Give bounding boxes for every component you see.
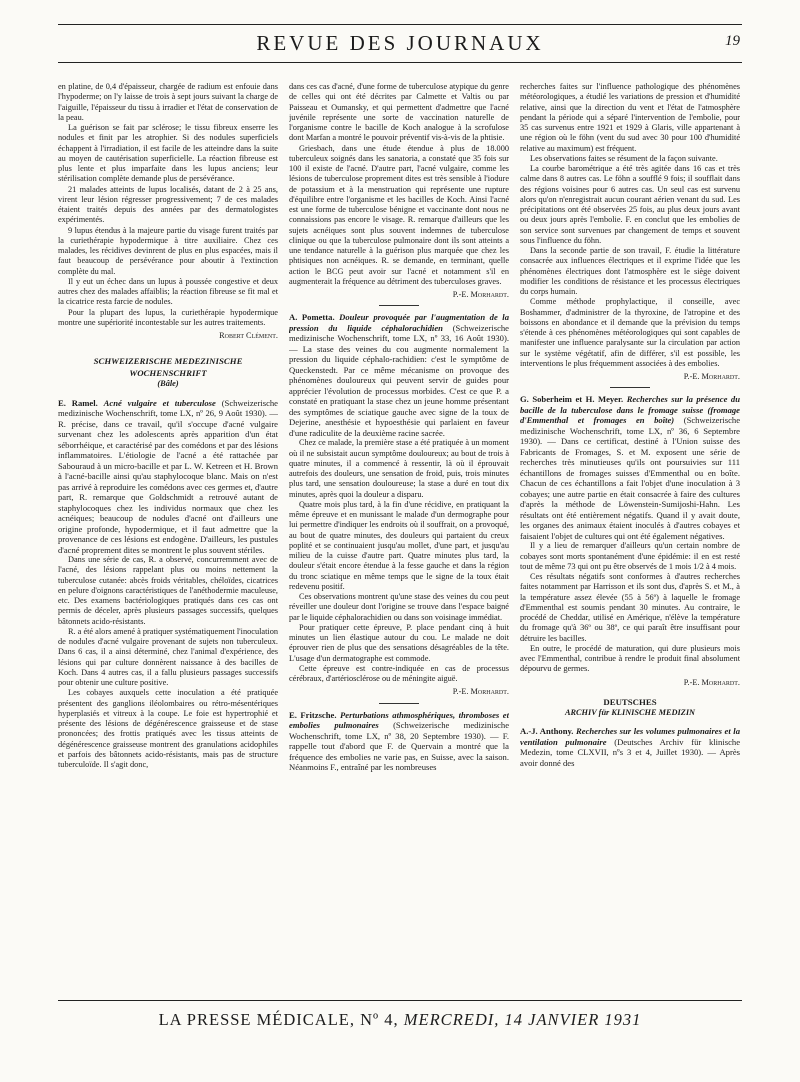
article-reference: (Deutsches Archiv für klinische Medezin, tome CLXVII, nºs 3 et 4, Juillet 1930). — Après avoir donné des	[520, 736, 740, 768]
article-author: A.-J. Anthony.	[520, 726, 574, 736]
paragraph: Quatre mois plus tard, à la fin d'une récidive, en pratiquant la même épreuve et en munissant le malade d'un dermographe pour lui permettre d'indiquer les endroits où il souffrait, on a provoqué, au bout de quatre minutes, des douleurs qui partaient du creux poplité et se continuaient jusqu'au mollet, d'une part, et jusqu'au milieu de la cuisse d'autre part. Quatre minutes plus tard, la douleur s'était encore étendue à la fesse gauche et dans la région du tronc sciatique en même temps que le signe de la toux était redevenu positif.	[289, 499, 509, 591]
paragraph: en platine, de 0,4 d'épaisseur, chargée de radium est enfouie dans l'hypoderme; on l'y laisse de trois à sept jours suivant la charge de l'aiguille, l'épaisseur du tissu à irradier et l'état de conservation de la peau.	[58, 82, 278, 122]
column-3	[520, 82, 740, 987]
article-author: A. Pometta.	[289, 312, 335, 323]
signature: P.-E. Morhardt.	[683, 677, 740, 687]
paragraph: La guérison se fait par sclérose; le tissu fibreux enserre les nodules et finit par les atrophier. Si des nodules superficiels échappent à l'irradiation, il est facile de les atteindre dans la suite au moyen de cautérisation superficielle. La réaction fibreuse est plus lente et plus imparfaite dans les lupus anciens; leur stérilisation complète demande plus de persévérance.	[58, 123, 278, 184]
article-separator	[379, 305, 419, 306]
column-1	[58, 82, 278, 987]
journal-heading: DEUTSCHES	[603, 696, 657, 707]
article-lead	[520, 394, 740, 541]
article-separator	[610, 387, 650, 388]
article-lead	[289, 710, 509, 773]
footer-date: MERCREDI, 14 JANVIER 1931	[403, 1010, 642, 1029]
page-header-title: REVUE DES JOURNAUX	[256, 31, 544, 55]
paragraph: Griesbach, dans une étude étendue à plus de 18.000 tuberculeux soignés dans les sanatoria, a constaté que 35 fois sur 100 il existe de l'acné. D'autre part, l'acné vulgaire, comme les lésions de tuberculose proprement dites est très sensible à l'iodure de potassium et à la menstruation qui représente une rupture d'équilibre entre l'organisme et les bacilles de Koch. Ainsi l'acné est une forme de tuberculose bénigne et vaccinante dont nous ne connaissions pas encore le visage. R. remarque d'ailleurs que les sujets acnéiques sont plus souvent indemnes de tuberculose clinique ou que la tuberculose pulmonaire dont ils sont atteints a une tendance naturelle à la guérison plus marquée que chez les phtisiques non acnéiques. R. se demande, en terminant, quelle action le BCG peut avoir sur l'acné et notamment s'il en augmenterait la fréquence au détriment des tuberculoses graves.	[289, 143, 509, 286]
signature: P.-E. Morhardt.	[452, 687, 509, 697]
article-author: G. Soberheim et H. Meyer.	[520, 394, 624, 405]
article-author: E. Ramel.	[58, 397, 98, 408]
paragraph: Il y a lieu de remarquer d'ailleurs qu'un certain nombre de cobayes sont morts spontanément d'une épidémie: il en est resté tout de même 73 qui ont pu être observés de 1 mois 1/2 à 4 mois.	[520, 541, 740, 571]
article-lead	[520, 726, 740, 768]
paragraph: recherches faites sur l'influence pathologique des phénomènes météorologiques, a étudié les variations de pression et d'humidité relative, ainsi que la direction du vent et l'état de l'atmosphère pendant la période qui a séparé l'intervention de l'embolie, pour 35 cas survenus entre 1921 et 1929 à Glaris, ville appartenant à une région où le föhn (vent du sud avec 30 pour 100 d'humidité relative au maximum) est fréquent.	[520, 82, 740, 153]
header-rule-bottom	[58, 62, 742, 63]
paragraph: 21 malades atteints de lupus localisés, datant de 2 à 25 ans, virent leur lésion régresser progressivement; 7 de ces malades étaient traités depuis des années par des dermatologistes expérimentés.	[58, 184, 278, 225]
article-author: E. Fritzsche.	[289, 709, 337, 720]
paragraph: 9 lupus étendus à la majeure partie du visage furent traités par la curiethérapie hypodermique à titre auxiliaire. Chez ces malades, les récidives devinrent de plus en plus espacées, mais il faut beaucoup de persévérance pour aboutir à l'extinction complète du mal.	[58, 225, 278, 276]
paragraph: Ces résultats négatifs sont conformes à d'autres recherches faites notamment par Harrisson et ils sont dus, d'après S. et M., à la température assez élevée (55 à 56º) à laquelle le fromage d'Emmenthal est soumis pendant 30 minutes. Au contraire, le procédé de Cheddar, utilisé en Amérique, n'élève la température du fromage qu'à 36º ou 38º, ce qui paraît être insuffisant pour détruire les bacilles.	[520, 572, 740, 643]
paragraph: Cette épreuve est contre-indiquée en cas de processus cérébraux, d'artériosclérose ou de méningite aiguë.	[289, 663, 509, 683]
column-2	[289, 82, 509, 987]
paragraph: Comme méthode prophylactique, il conseille, avec Boshammer, d'administrer de la thyroxine, de l'atropine et des boissons en abondance et il demande que la prévision du temps s'étende à ces phénomènes météorologiques qui sont capables de manifester une influence paralysante sur la circulation par action sur le système végétatif, afin de différer, s'il est possible, les interventions le plus fréquemment associées à des embolies.	[520, 297, 740, 368]
header-rule-top	[58, 24, 742, 25]
article-reference: (Schweizerische medizinische Wochenschrift, tome LX, nº 26, 9 Août 1930). — R. précise, dans ce travail, qu'il s'occupe d'acné vulgaire survenant chez les adolescents après apparition d'un état séborrhéique, et caractérisé par des comédons et par des lésions inflammatoires. L'étiologie de l'acné a été rattachée par Sabouraud à un micro-bacille et par L. W. Ketreen et H. Brown à l'acné-bacille ainsi qu'au staphylocoque blanc. Mais on n'est pas arrivé à reproduire les comédons avec ces germes et, d'autre part, R. remarque que Goldschmidt a retrouvé autant de staphylocoques chez les individus normaux que chez les acnéiques; beaucoup de nodules d'acné ont d'ailleurs une origine profonde, hypodermique, et il faut admettre que la provenance de ces lésions est endogène. D'ailleurs, les pustules d'acné proprement dites se montrent le plus souvent stériles.	[58, 397, 278, 555]
article-separator	[379, 703, 419, 704]
paragraph: En outre, le procédé de maturation, qui dure plusieurs mois avec l'Emmenthal, contribue à rendre le produit final absolument dépourvu de germes.	[520, 643, 740, 674]
signature: P.-E. Morhardt.	[683, 372, 740, 381]
footer-publication: LA PRESSE MÉDICALE, Nº 4,	[158, 1010, 399, 1029]
paragraph: Pour pratiquer cette épreuve, P. place pendant cinq à huit minutes un lien élastique autour du cou. Le malade ne doit éprouver rien de plus que des sensations désagréables de la tête. L'usage d'un dermatographe est commode.	[289, 622, 509, 663]
journal-subheading: ARCHIV für KLINISCHE MEDIZIN	[564, 707, 696, 717]
signature: P.-E. Morhardt.	[452, 290, 509, 299]
signature: Robert Clément.	[219, 331, 278, 340]
journal-city: (Bâle)	[157, 379, 179, 389]
article-lead	[289, 312, 509, 438]
paragraph: Les cobayes auxquels cette inoculation a été pratiquée présentent des ganglions iléolombaires ou rétro-mésentériques hyperplasiés et vitreux à la coupe. Le foie est hypertrophié et présente des lésions de dégénérescence graisseuse et de stase prononcées; des frottis pratiqués avec les tissus atteints de dégénérescence graisseuse montrent des granulations acidophiles et parfois des bâtonnets acido-résistants, mais pas de structure tuberculoïde. Il s'agit donc,	[58, 688, 278, 769]
article-title: Acné vulgaire et tuberculose	[103, 397, 216, 408]
article-reference: (Schweizerische medizinische Wochenschrift, tome LX, nº 33, 16 Août 1930). — La stase des veines du cou augmente normalement la pression du liquide céphalo-rachidien: c'est le symptôme de Queckenstedt. Par ce même mécanisme on provoque des phénomènes douloureux qui peuvent servir de guides pour apprécier l'évolution de processus morbides. C'est ce que P. a constaté en pratiquant la stase chez un jeune homme présentant des symptômes de sciatique gauche avec signe de la toux de Dejerine, anesthésie et hypoesthésie qui parlaient en faveur d'une radiculite de la deuxième racine sacrée.	[289, 322, 509, 438]
article-reference: (Schweizerische medizinische Wochenschrift, tome LX, nº 38, 20 Septembre 1930). — F. rappelle tout d'abord que F. de Quervain a montré que la fréquence des embolies ne varie pas, en Suisse, avec la saison. Néanmoins F., entraîné par les nombreuses	[289, 720, 509, 772]
page-number: 19	[725, 33, 740, 49]
paragraph: Les observations faites se résument de la façon suivante.	[530, 153, 718, 163]
journal-heading: SCHWEIZERISCHE MEDEZINISCHE WOCHENSCHRIFT	[93, 356, 243, 379]
article-title: Recherches sur les volumes pulmonaires et la ventilation pulmonaire	[520, 726, 740, 747]
article-lead	[58, 398, 278, 556]
paragraph: Pour la plupart des lupus, la curiethérapie hypodermique montre une supériorité incontestable sur les autres traitements.	[58, 307, 278, 327]
paragraph: Il y eut un échec dans un lupus à poussée congestive et deux autres chez des malades affaiblis; la réaction fibreuse se fit mal et la cicatrice resta farcie de nodules.	[58, 276, 278, 307]
paragraph: Dans une série de cas, R. a observé, concurremment avec de l'acné, des lésions rappelant plus ou moins nettement la tuberculose cutanée: abcès froids véritables, chéloïdes, cicatrices en pelure d'oignons caractéristiques de l'anéthodermie maculeuse, etc. Des examens bactériologiques pratiqués dans ces cas ont permis de déceler, après plusieurs passages successifs, quelques bâtonnets acido-résistants.	[58, 555, 278, 626]
paragraph: Ces observations montrent qu'une stase des veines du cou peut réveiller une douleur dont l'origine se trouve dans l'espace baigné par le liquide céphalorachidien ou dans son voisinage immédiat.	[289, 592, 509, 622]
paragraph: La courbe barométrique a été très agitée dans 16 cas et très calme dans 8 autres cas. Le föhn a soufflé 9 fois; il soufflait dans des régions voisines pour 6 autres cas. Un seul cas est survenu alors qu'on n'enregistrait aucun courant aérien venant du sud. Les précipitations ont été observées 25 fois, au plus deux jours avant ou deux jours après l'embolie. F. en conclut que les embolies de son service sont survenues par changement de temps et souvent sous l'influence du föhn.	[520, 164, 740, 245]
page-footer	[58, 1010, 742, 1030]
footer-rule	[58, 1000, 742, 1001]
paragraph: dans ces cas d'acné, d'une forme de tuberculose atypique du genre de celles qui ont été décrites par Calmette et Valtis ou par Paisseau et Oumansky, et qui permettent d'admettre que l'acné juvénile représente une sorte de vaccination naturelle de l'organisme contre le bacille de Koch analogue à la scrofulose dont Marfan a montré le pouvoir préventif vis-à-vis de la phtisie.	[289, 82, 509, 143]
article-title: Douleur provoquée par l'augmentation de la pression du liquide céphalorachidien	[289, 312, 509, 333]
paragraph: R. a été alors amené à pratiquer systématiquement l'inoculation de nodules d'acné vulgaire provenant de sujets non tuberculeux. Dans 6 cas, il a ainsi déterminé, chez l'animal d'expérience, des lésions qui par culture donnèrent naissance à des bacilles de Koch. Dans 4 autres cas, il a fallu plusieurs passages successifs pour obtenir une culture positive.	[58, 626, 278, 687]
paragraph: Dans la seconde partie de son travail, F. étudie la littérature consacrée aux influences électriques et il exprime l'idée que les phénomènes électriques dont l'atmosphère est le siège doivent modifier les conditions de résistance et les processus électriques du corps humain.	[520, 246, 740, 296]
article-reference: (Schweizerische medizinische Wochenschrift, tome LX, nº 36, 6 Septembre 1930). — Dans ce certificat, destiné à l'Union suisse des Fabricants de Fromages, S. et M. exposent une série de recherches très minutieuses qu'ils ont poursuivies sur 111 échantillons de fromages suisses d'Emmenthal ou en boîte. Chacun de ces échantillons a fait l'objet d'une inoculation à 3 cobayes; une autre partie en était consacrée à faire des cultures d'après la méthode de Löwenstein-Sumijoshi-Hahn. Les résultats ont été entièrement négatifs. Quand il y avait doute, les organes des animaux étaient inoculés à d'autres cobayes et faisaient l'objet de cultures qui ont été également négatives.	[520, 415, 740, 541]
article-title: Recherches sur la présence du bacille de la tuberculose dans le fromage suisse (fromage d'Emmenthal et fromages en boîte)	[520, 394, 740, 426]
article-title: Perturbations athmosphériques, thromboses et embolies pulmonaires	[289, 709, 509, 730]
paragraph: Chez ce malade, la première stase a été pratiquée à un moment où il ne subsistait aucun symptôme douloureux; au bout de trois à quatre minutes, il a commencé à ressentir, là où il éprouvait autrefois des douleurs, une sensation de froid, puis, trois minutes plus tard, une sensation douloureuse; la stase a duré en tout dix minutes, après quoi la douleur a disparu.	[289, 438, 509, 499]
